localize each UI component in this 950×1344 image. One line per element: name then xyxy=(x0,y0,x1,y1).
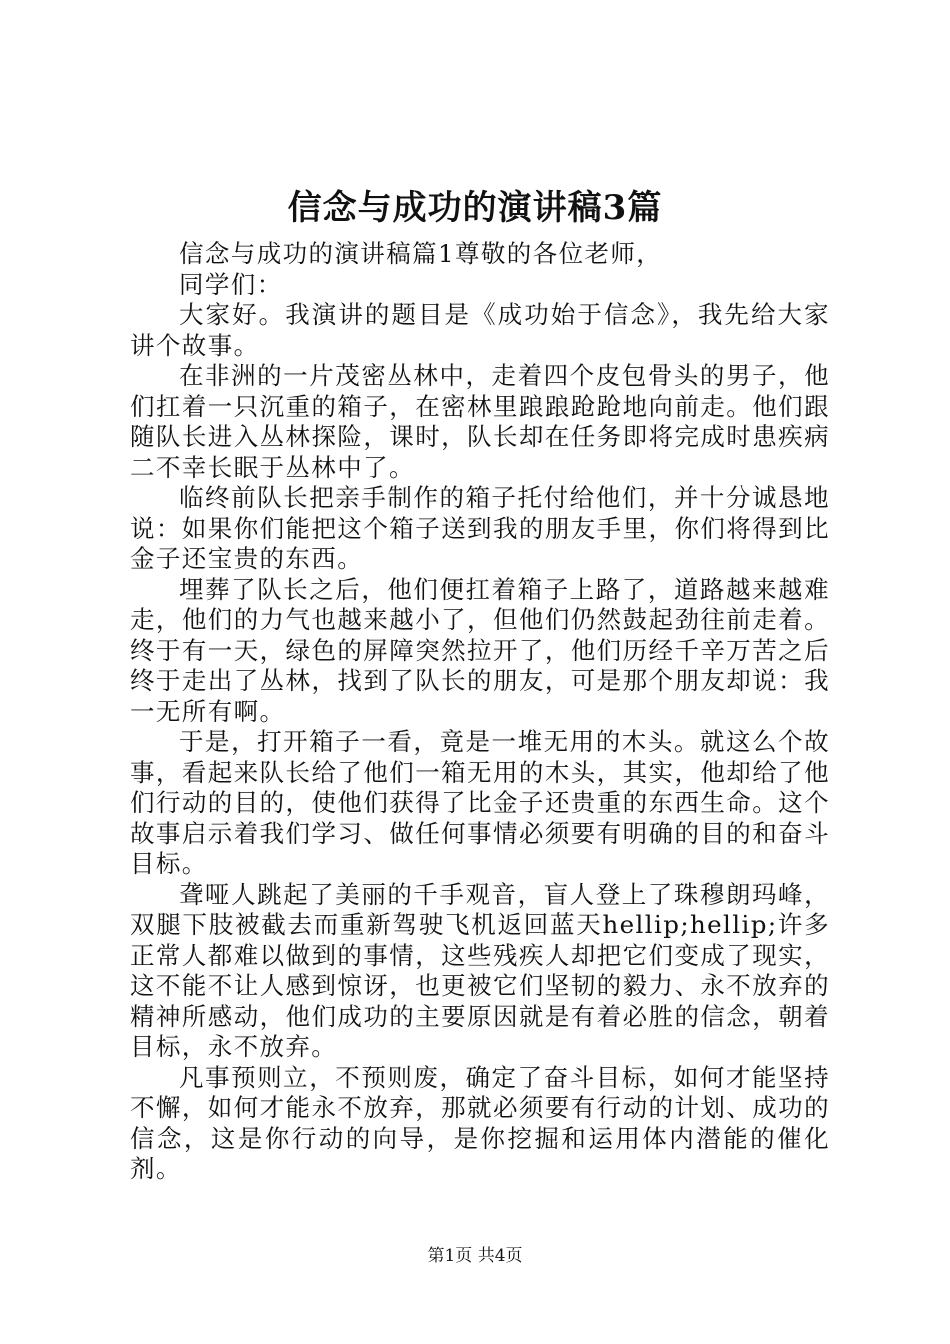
document-title: 信念与成功的演讲稿3篇 xyxy=(287,188,663,228)
paragraph: 大家好。我演讲的题目是《成功始于信念》，我先给大家讲个故事。 xyxy=(130,300,830,360)
paragraph: 聋哑人跳起了美丽的千手观音，盲人登上了珠穆朗玛峰，双腿下肢被截去而重新驾驶飞机返回蓝天hellip;hellip;许多正常人都难以做到的事情，这些残疾人却把它们变成了现实，这不能不让人感到惊讶，也更被它们坚韧的毅力、永不放弃的精神所感动，他们成功的主要原因就是有着必胜的信念，朝着目标，永不放弃。 xyxy=(130,879,830,1061)
paragraph: 临终前队长把亲手制作的箱子托付给他们，并十分诚恳地说：如果你们能把这个箱子送到我的朋友手里，你们将得到比金子还宝贵的东西。 xyxy=(130,483,830,573)
paragraph: 于是，打开箱子一看，竟是一堆无用的木头。就这么个故事，看起来队长给了他们一箱无用的木头，其实，他却给了他们行动的目的，使他们获得了比金子还贵重的东西生命。这个故事启示着我们学习、做任何事情必须要有明确的目的和奋斗目标。 xyxy=(130,727,830,878)
paragraph: 埋葬了队长之后，他们便扛着箱子上路了，道路越来越难走，他们的力气也越来越小了，但他们仍然鼓起劲往前走着。终于有一天，绿色的屏障突然拉开了，他们历经千辛万苦之后终于走出了丛林，找到了队长的朋友，可是那个朋友却说：我一无所有啊。 xyxy=(130,574,830,726)
paragraph: 信念与成功的演讲稿篇1尊敬的各位老师， xyxy=(179,239,663,268)
paragraph: 在非洲的一片茂密丛林中，走着四个皮包骨头的男子，他们扛着一只沉重的箱子，在密林里踉踉跄跄地向前走。他们跟随队长进入丛林探险，课时，队长却在任务即将完成时患疾病二不幸长眠于丛林中了。 xyxy=(130,361,830,482)
page-number-footer: 第1页 共4页 xyxy=(427,1246,523,1266)
paragraph: 凡事预则立，不预则废，确定了奋斗目标，如何才能坚持不懈，如何才能永不放弃，那就必须要有行动的计划、成功的信念，这是你行动的向导，是你挖掘和运用体内潜能的催化剂。 xyxy=(130,1062,830,1183)
document-body xyxy=(130,239,830,1185)
paragraph: 同学们： xyxy=(179,269,283,299)
